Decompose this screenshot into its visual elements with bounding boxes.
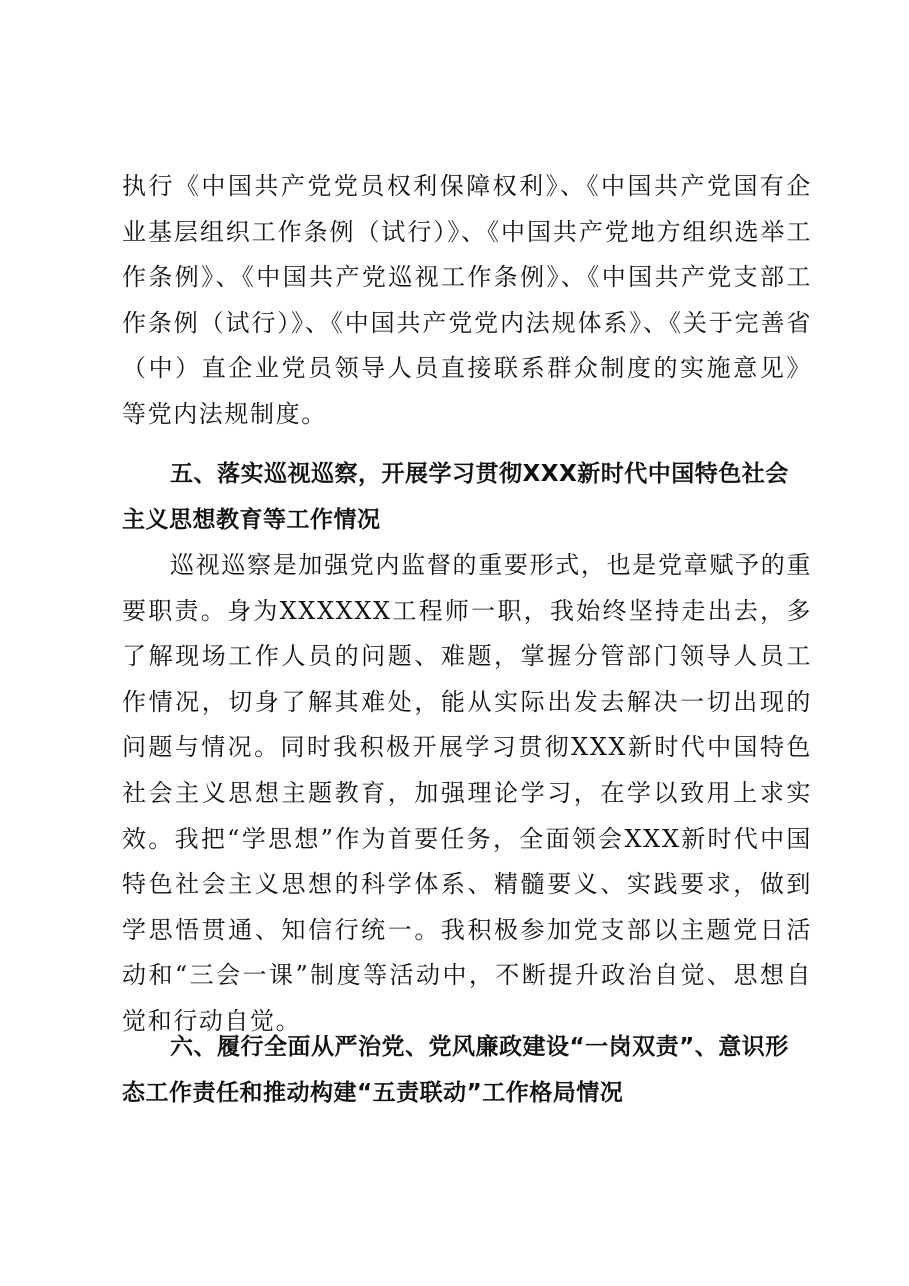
section-heading-5-block xyxy=(122,452,812,543)
section-5-paragraph: 巡视巡察是加强党内监督的重要形式，也是党章赋予的重要职责。身为XXXXXX工程师一职，我始终坚持走出去，多了解现场工作人员的问题、难题，掌握分管部门领导人员工作情况，切身了解其难处，能从实际出发去解决一切出现的问题与情况。同时我积极开展学习贯彻XXX新时代中国特色社会主义思想主题教育，加强理论学习，在学以致用上求实效。我把“学思想”作为首要任务，全面领会XXX新时代中国特色社会主义思想的科学体系、精髓要义、实践要求，做到学思悟贯通、知信行统一。我积极参加党支部以主题党日活动和“三会一课”制度等活动中，不断提升政治自觉、思想自觉和行动自觉。 xyxy=(122,551,812,1035)
section-heading-6: 六、履行全面从严治党、党风廉政建设“一岗双责”、意识形态工作责任和推动构建“五责联动”工作格局情况 xyxy=(122,1034,789,1106)
section-heading-6-block xyxy=(122,1025,812,1116)
paragraph-continuation: 执行《中国共产党党员权利保障权利》、《中国共产党国有企业基层组织工作条例（试行）》、《中国共产党地方组织选举工作条例》、《中国共产党巡视工作条例》、《中国共产党支部工作条例（试行）》、《中国共产党党内法规体系》、《关于完善省（中）直企业党员领导人员直接联系群众制度的实施意见》等党内法规制度。 xyxy=(122,172,812,428)
paragraph-continuation-block xyxy=(122,164,812,438)
section-heading-5: 五、落实巡视巡察，开展学习贯彻XXX新时代中国特色社会主义思想教育等工作情况 xyxy=(122,461,789,533)
section-5-body-block xyxy=(122,543,812,1045)
